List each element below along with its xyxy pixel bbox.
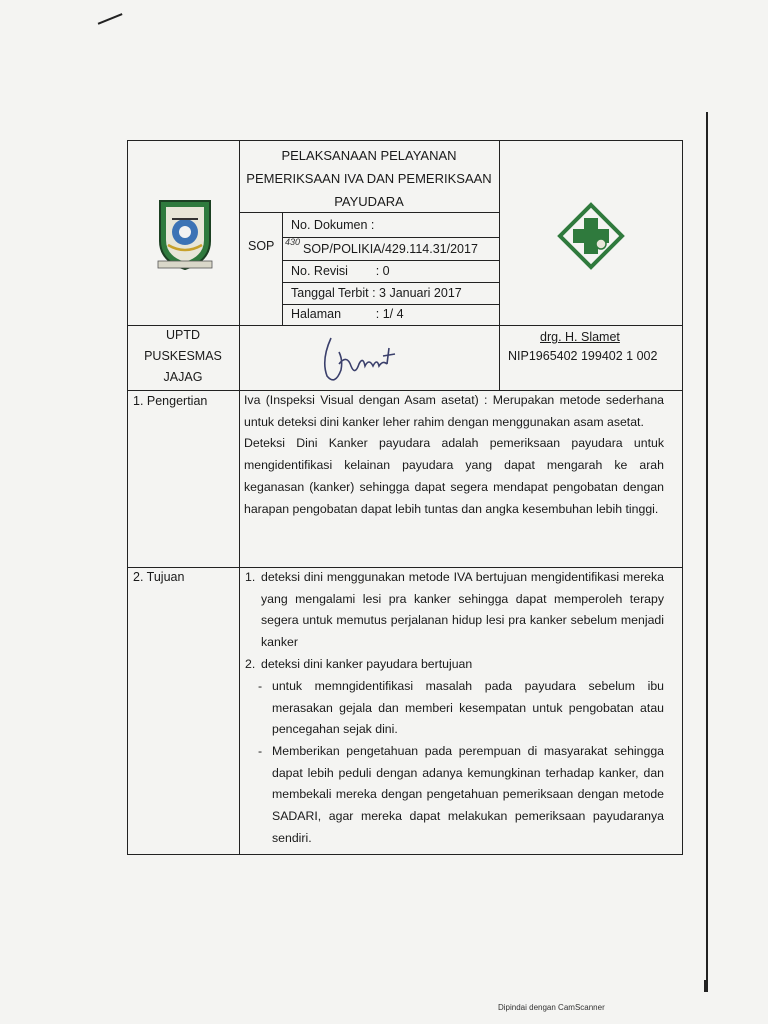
section-label-tujuan: 2. Tujuan — [133, 570, 185, 584]
scan-mark-topleft — [98, 13, 123, 24]
tujuan-item-1-number: 1. — [245, 570, 256, 584]
pengertian-paragraph-1: Iva (Inspeksi Visual dengan Asam asetat) : Merupakan metode sederhana untuk deteksi dini kanker leher rahim dengan menggunakan asam asetat. — [244, 393, 664, 429]
meta-divider — [282, 304, 499, 305]
tujuan-item-1: deteksi dini menggunakan metode IVA bertujuan mengidentifikasi mereka yang mengalami lesi pra kanker sehingga dapat memperoleh terapy segera untuk memutus perjalanan hidup lesi pra kanker sebelum menjadi kanker — [261, 570, 664, 650]
puskesmas-cross-logo — [557, 202, 625, 270]
tujuan-sub-item-2: Memberikan pengetahuan pada perempuan di masyarakat sehingga dapat lebih peduli dengan adanya kemungkinan terhadap kanker, dan membekali mereka dengan pengetahuan pemeriksaan dengan metode SADARI, agar mereka dapat melakukan pemeriksaan payudaranya sendiri. — [272, 744, 664, 845]
doc-number-value: SOP/POLIKIA/429.114.31/2017 — [303, 242, 478, 256]
scan-mark-bottom-right — [704, 980, 708, 992]
sop-label: SOP — [248, 239, 275, 253]
unit-line-1: UPTD — [165, 328, 201, 342]
meta-divider — [282, 237, 499, 238]
tujuan-sub-1-bullet: - — [258, 679, 263, 693]
section-label-pengertian: 1. Pengertian — [133, 394, 208, 408]
tujuan-sub-item-1: untuk memngidentifikasi masalah pada payudara sebelum ibu merasakan gejala dan memberi kesempatan untuk pengobatan atau pencegahan sejak dini. — [272, 679, 664, 737]
unit-line-3: JAJAG — [163, 370, 203, 384]
page-number: Halaman : 1/ 4 — [291, 307, 404, 321]
official-name: drg. H. Slamet — [540, 330, 620, 344]
tujuan-item-2-number: 2. — [245, 657, 256, 671]
doc-number-prefix: 430 — [285, 237, 301, 247]
col-divider — [282, 212, 283, 325]
col-divider — [239, 140, 240, 855]
tujuan-item-2: deteksi dini kanker payudara bertujuan — [261, 657, 473, 671]
title-divider — [239, 212, 499, 213]
doc-number-label: No. Dokumen : — [291, 218, 375, 232]
col-divider — [499, 140, 500, 390]
row-divider — [127, 325, 683, 326]
tujuan-sub-2-bullet: - — [258, 744, 263, 758]
pengertian-paragraph-2: Deteksi Dini Kanker payudara adalah pemeriksaan payudara untuk mengidentifikasi kelainan payudara yang dapat mengarah ke arah keganasan (kanker) sehingga dapat segera mendapat pengobatan dengan harapan pengobatan dapat lebih tuntas dan angka kesembuhan lebih tinggi. — [244, 436, 664, 516]
regency-emblem-logo — [154, 195, 216, 273]
document-title-line-3: PAYUDARA — [334, 194, 404, 209]
official-nip: NIP1965402 199402 1 002 — [508, 349, 658, 363]
meta-divider — [282, 260, 499, 261]
pengertian-content — [244, 390, 664, 520]
document-title-line-2: PEMERIKSAAN IVA DAN PEMERIKSAAN — [246, 171, 492, 186]
scanner-credit: Dipindai dengan CamScanner — [498, 1003, 605, 1012]
document-title-line-1: PELAKSANAAN PELAYANAN — [281, 148, 457, 163]
issue-date: Tanggal Terbit : 3 Januari 2017 — [291, 286, 462, 300]
scan-mark-right-edge — [706, 112, 708, 980]
revision-number: No. Revisi : 0 — [291, 264, 390, 278]
meta-divider — [282, 282, 499, 283]
unit-line-2: PUSKESMAS — [144, 349, 222, 363]
signature-image — [317, 330, 403, 388]
sop-document-table — [127, 140, 683, 855]
